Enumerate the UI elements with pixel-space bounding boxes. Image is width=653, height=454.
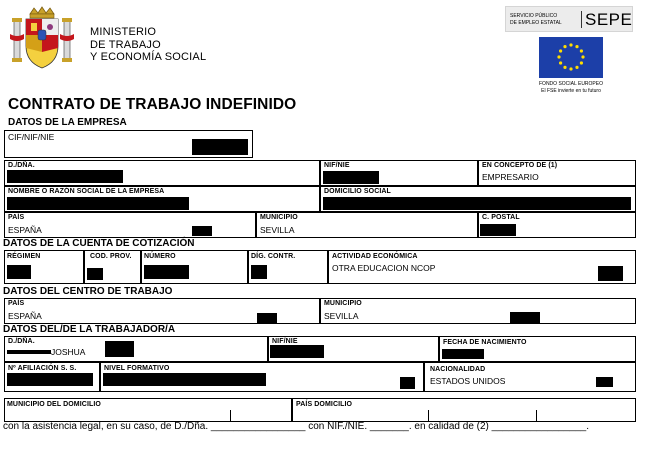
pais-centro-label: PAÍS: [8, 300, 25, 307]
redacted-nif-trabajador: [270, 345, 324, 358]
nombre-empresa-label: NOMBRE O RAZÓN SOCIAL DE LA EMPRESA: [8, 188, 165, 195]
redacted-nombre-empresa: [7, 197, 189, 210]
document-title: CONTRATO DE TRABAJO INDEFINIDO: [8, 96, 297, 113]
dni-trabajador-value: JOSHUA: [51, 347, 86, 357]
pais-empresa-label: PAÍS: [8, 214, 25, 221]
municipio-empresa-value: SEVILLA: [260, 225, 295, 235]
redacted-actividad: [598, 266, 623, 281]
ministry-name: [90, 26, 206, 64]
nacionalidad-label: NACIONALIDAD: [430, 366, 486, 373]
domicilio-social-label: DOMICILIO SOCIAL: [324, 188, 391, 195]
redacted-domicilio-social: [323, 197, 631, 210]
sepe-caption-line-2: DE EMPLEO ESTATAL: [510, 20, 562, 26]
sepe-logo: [505, 6, 633, 32]
municipio-centro-label: MUNICIPIO: [324, 300, 362, 307]
section-trabajador: DATOS DEL/DE LA TRABAJADOR/A: [3, 324, 176, 335]
afiliacion-label: Nº AFILIACIÓN S. S.: [8, 365, 77, 372]
pais-centro-value: ESPAÑA: [8, 311, 42, 321]
digcontr-label: DÍG. CONTR.: [251, 253, 296, 260]
ministry-line-3: Y ECONOMÍA SOCIAL: [90, 51, 207, 63]
redacted-pais-centro: [257, 313, 277, 323]
redacted-nacionalidad: [596, 377, 613, 387]
dni-empresa-label: D./DÑA.: [8, 162, 35, 169]
nivel-formativo-label: NIVEL FORMATIVO: [104, 365, 170, 372]
pais-domicilio-label: PAÍS DOMICILIO: [296, 401, 353, 408]
section-empresa: DATOS DE LA EMPRESA: [8, 117, 127, 128]
redacted-dni-trabajador-prefix: [7, 350, 51, 354]
regimen-label: RÉGIMEN: [7, 253, 41, 260]
eu-caption-1: FONDO SOCIAL EUROPEO: [539, 81, 603, 87]
ministry-line-2: DE TRABAJO: [90, 38, 161, 51]
dni-trabajador-field[interactable]: [4, 336, 268, 362]
municipio-empresa-label: MUNICIPIO: [260, 214, 298, 221]
sepe-divider: [581, 11, 582, 28]
municipio-centro-field[interactable]: [320, 298, 636, 324]
redacted-afiliacion: [7, 373, 93, 386]
municipio-centro-value: SEVILLA: [324, 311, 359, 321]
numero-label: NÚMERO: [144, 253, 176, 260]
redacted-dni-trabajador: [105, 341, 134, 357]
redacted-codprov: [87, 268, 103, 280]
redacted-numero: [144, 265, 189, 279]
redacted-cif: [192, 139, 248, 155]
redacted-dni-empresa: [7, 170, 123, 183]
eu-flag-logo: [539, 37, 603, 78]
actividad-value: OTRA EDUCACION NCOP: [332, 263, 436, 273]
legal-assistance-line: con la asistencia legal, en su caso, de D./Dña. _________________ con NIF./NIE. _______. en calidad de (2) _________________.: [3, 421, 589, 432]
redacted-cpostal: [480, 224, 516, 236]
sepe-brand: SEPE: [585, 10, 633, 29]
ministry-line-1: MINISTERIO: [90, 26, 157, 38]
cpostal-label: C. POSTAL: [482, 214, 520, 221]
redacted-regimen: [7, 265, 31, 279]
spain-coat-of-arms-logo: [8, 4, 76, 72]
redacted-fecha-nacimiento: [442, 349, 484, 359]
sepe-caption: [510, 13, 562, 27]
redacted-digcontr: [251, 265, 267, 279]
redacted-municipio-centro: [510, 312, 540, 323]
nif-trabajador-label: NIF/NIE: [272, 338, 298, 345]
concepto-value: EMPRESARIO: [482, 172, 539, 182]
actividad-label: ACTIVIDAD ECONÓMICA: [332, 253, 418, 260]
redacted-nivel-code: [400, 377, 415, 389]
redacted-nivel-formativo: [103, 373, 266, 386]
nacionalidad-value: ESTADOS UNIDOS: [430, 376, 506, 386]
codprov-label: COD. PROV.: [90, 253, 132, 260]
eu-stars-icon: [539, 37, 603, 78]
nif-empresa-label: NIF/NIE: [324, 162, 350, 169]
dni-trabajador-label: D./DÑA.: [8, 338, 35, 345]
section-centro: DATOS DEL CENTRO DE TRABAJO: [3, 286, 173, 297]
section-cotizacion: DATOS DE LA CUENTA DE COTIZACIÓN: [3, 238, 195, 249]
municipio-domicilio-label: MUNICIPIO DEL DOMICILIO: [7, 401, 101, 408]
redacted-nif-empresa: [323, 171, 379, 184]
fecha-nacimiento-label: FECHA DE NACIMIENTO: [443, 339, 527, 346]
eu-caption-2: El FSE invierte en tu futuro: [541, 88, 601, 94]
pais-empresa-value: ESPAÑA: [8, 225, 42, 235]
concepto-label: EN CONCEPTO DE (1): [482, 162, 558, 169]
cif-label: CIF/NIF/NIE: [8, 132, 55, 142]
sepe-caption-line-1: SERVICIO PÚBLICO: [510, 13, 558, 19]
redacted-pais-empresa: [192, 226, 212, 236]
